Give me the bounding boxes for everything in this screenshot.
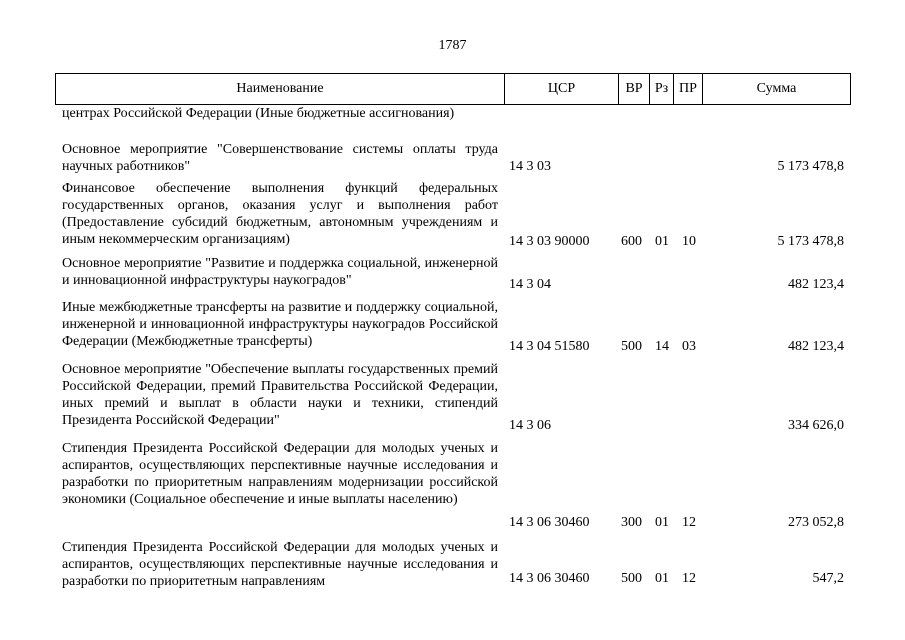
row-rz: 14: [655, 339, 669, 354]
row-name: Основное мероприятие "Обеспечение выплаты государственных премий Российской Федерации, премий Правительства Российской Федерации, иных премий и выплат в области науки и техники, стипендий Президента Российской Федерации": [62, 362, 498, 428]
row-csr: 14 3 06 30460: [509, 515, 590, 530]
row-sum: 5 173 478,8: [777, 159, 844, 174]
row-sum: 482 123,4: [788, 339, 844, 354]
row-name: Основное мероприятие "Совершенствование системы оплаты труда научных работников": [62, 142, 498, 174]
row-vr: 600: [621, 234, 642, 249]
row-name: Стипендия Президента Российской Федерации для молодых ученых и аспирантов, осуществляющих перспективные научные исследования и разработки по приоритетным направлениям модернизации российской экономики (Социальное обеспечение и иные выплаты населению): [62, 441, 498, 507]
row-vr: 500: [621, 339, 642, 354]
row-name: центрах Российской Федерации (Иные бюджетные ассигнования): [62, 106, 455, 121]
row-sum: 273 052,8: [788, 515, 844, 530]
row-sum: 547,2: [812, 571, 844, 586]
header-sum: Сумма: [756, 81, 797, 96]
row-rz: 01: [655, 234, 669, 249]
row-csr: 14 3 06: [509, 418, 551, 433]
table-row: [0, 440, 905, 537]
table-row: [0, 255, 905, 299]
row-name: Финансовое обеспечение выполнения функций федеральных государственных органов, оказания услуг и выполнения работ (Предоставление субсидий бюджетным, автономным учреждениям и иным некоммерческим организациям): [62, 181, 498, 247]
row-csr: 14 3 03 90000: [509, 234, 590, 249]
row-csr: 14 3 04: [509, 277, 551, 292]
table-row: [0, 299, 905, 361]
table-row: [0, 180, 905, 255]
header-csr: ЦСР: [505, 74, 619, 104]
row-name: Стипендия Президента Российской Федерации для молодых ученых и аспирантов, осуществляющих перспективные научные исследования и разработки по приоритетным направлениям: [62, 540, 498, 589]
table-body: [0, 105, 905, 597]
row-csr: 14 3 03: [509, 159, 551, 174]
table-row: [0, 361, 905, 440]
row-pr: 12: [682, 515, 696, 530]
row-sum: 482 123,4: [788, 277, 844, 292]
row-vr: 300: [621, 515, 642, 530]
header-pr: ПР: [674, 74, 703, 104]
row-csr: 14 3 06 30460: [509, 571, 590, 586]
page-number: 1787: [438, 38, 467, 53]
row-name: Основное мероприятие "Развитие и поддержка социальной, инженерной и инновационной инфраструктуры наукоградов": [62, 256, 498, 288]
row-name: Иные межбюджетные трансферты на развитие и поддержку социальной, инженерной и инновационной инфраструктуры наукоградов Российской Федерации (Межбюджетные трансферты): [62, 300, 498, 349]
header-vr: ВР: [619, 74, 650, 104]
table-row: [0, 537, 905, 597]
table-row: [0, 105, 905, 141]
row-rz: 01: [655, 571, 669, 586]
header-name: Наименование: [56, 74, 505, 104]
row-vr: 500: [621, 571, 642, 586]
row-pr: 03: [682, 339, 696, 354]
table-header: [55, 73, 851, 105]
row-sum: 5 173 478,8: [777, 234, 844, 249]
row-pr: 12: [682, 571, 696, 586]
row-rz: 01: [655, 515, 669, 530]
header-rz: Рз: [650, 74, 674, 104]
row-csr: 14 3 04 51580: [509, 339, 590, 354]
table-row: [0, 141, 905, 180]
row-pr: 10: [682, 234, 696, 249]
row-sum: 334 626,0: [788, 418, 844, 433]
